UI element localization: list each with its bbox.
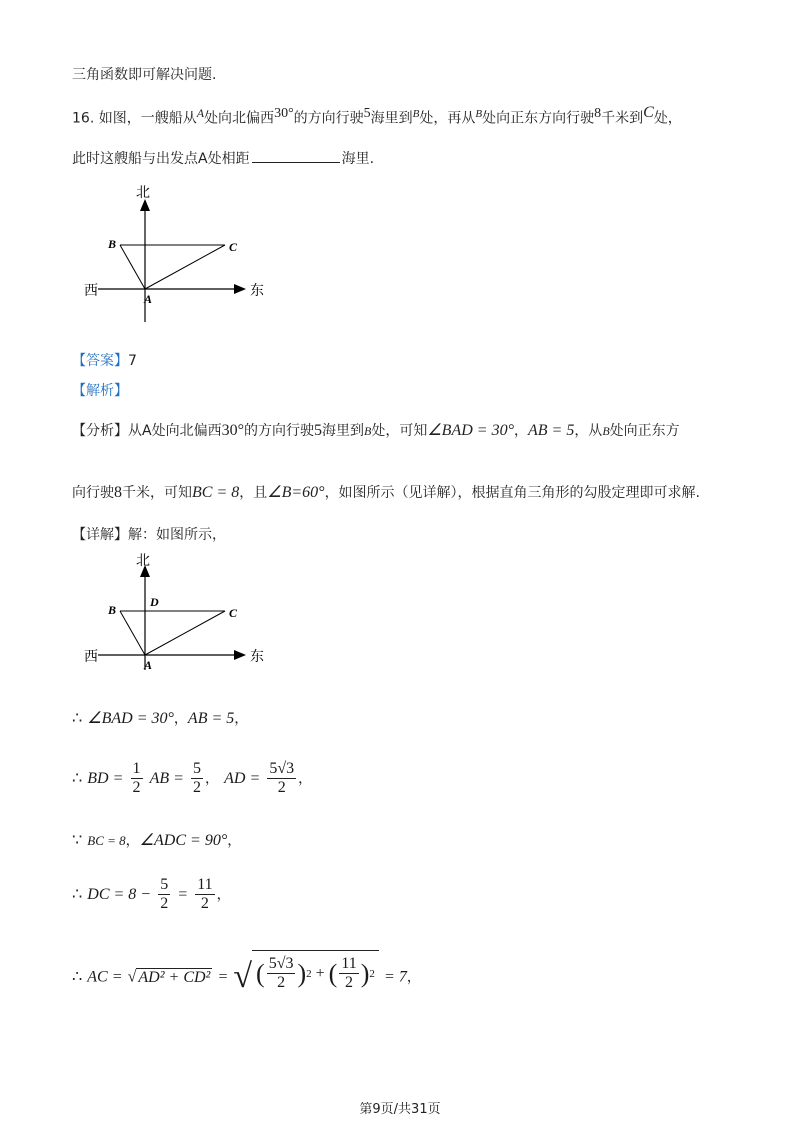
label-B: B xyxy=(108,237,117,251)
fenxi-eq1: ∠BAD = 30° xyxy=(427,422,514,439)
fenxi-eq2: AB = 5 xyxy=(527,422,575,439)
q16-l2A: A xyxy=(198,151,208,167)
fraction-five-root3-half: $\frac{5√3}{2}$ xyxy=(269,760,295,796)
step5-ac: AC = xyxy=(87,968,123,986)
step4-eq: = xyxy=(177,886,189,903)
step2-bd: BD = xyxy=(87,770,124,787)
label-A: A xyxy=(144,658,153,672)
fenxi-B: B xyxy=(363,424,372,438)
step3-end: ， xyxy=(227,833,242,849)
answer-value: 7 xyxy=(128,353,137,369)
step5-end: ， xyxy=(406,969,421,986)
because-symbol: ∵ xyxy=(72,830,83,849)
step1-eq1: ∠BAD = 30° xyxy=(87,710,174,727)
fenxi-l2b: 千米，可知 xyxy=(122,485,192,501)
label-A: A xyxy=(144,292,153,306)
figure-2 xyxy=(80,553,280,683)
therefore-symbol: ∴ xyxy=(72,884,83,903)
q16-A: A xyxy=(196,106,205,120)
fraction-one-half: $\frac{1}{2}$ xyxy=(132,760,141,796)
segment-AB xyxy=(120,245,145,289)
step4-dc: DC = 8 − xyxy=(87,886,152,903)
therefore-symbol: ∴ xyxy=(72,966,83,986)
step3-bc: BC = 8 xyxy=(87,833,126,848)
step2-ab: AB = xyxy=(149,770,184,787)
fenxi-eq3: BC = 8 xyxy=(192,484,240,501)
fenxi-n8: 8 xyxy=(114,484,122,501)
fenxi-n5: 5 xyxy=(313,422,322,439)
segment-AC xyxy=(145,611,225,655)
fraction-eleven-half: $\frac{11}{2}$ xyxy=(197,876,213,912)
therefore-symbol: ∴ xyxy=(72,768,83,787)
fenxi-s6: 处向正东方 xyxy=(609,423,680,439)
q16-t2: 的方向行驶 xyxy=(293,110,364,127)
label-D: D xyxy=(150,595,159,609)
fenxi-s3: 海里到 xyxy=(321,423,364,439)
fraction-five-half: $\frac{5}{2}$ xyxy=(160,876,169,912)
top-line: 三角函数即可解决问题. xyxy=(72,67,217,83)
answer-tag: 【答案】 xyxy=(72,353,128,369)
q16-B: B xyxy=(412,108,420,120)
q16-t4: 处，再从 xyxy=(419,110,476,127)
figure-1 xyxy=(80,185,280,325)
fenxi-B2: B xyxy=(602,424,610,438)
step1-end: ， xyxy=(234,711,249,727)
step-3 xyxy=(72,830,241,850)
q16-t1: 处向北偏西 xyxy=(204,110,275,127)
fenxi-line1 xyxy=(72,420,680,440)
step2-end: ， xyxy=(298,771,313,787)
fenxi-eq4: ∠B=60° xyxy=(267,484,325,501)
detail-line xyxy=(72,524,226,544)
q16-l2b: 处相距 xyxy=(207,151,250,167)
fenxi-comma: ， xyxy=(513,423,528,439)
label-east: 东 xyxy=(250,284,264,299)
fenxi-s2: 的方向行驶 xyxy=(243,423,314,439)
fenxi-l2c: ，且 xyxy=(239,485,268,501)
east-arrow xyxy=(234,284,246,294)
answer-line xyxy=(72,350,137,370)
step5-eq: = xyxy=(217,968,229,986)
step4-end: ， xyxy=(216,887,231,903)
q16-line2 xyxy=(72,148,374,168)
q16-n5: 5 xyxy=(363,106,371,121)
q16-t7: 处， xyxy=(653,110,682,127)
segment-AC xyxy=(145,245,225,289)
q16-n8: 8 xyxy=(594,106,602,121)
fenxi-l2d: ，如图所示（见详解），根据直角三角形的勾股定理即可求解. xyxy=(324,485,701,501)
fraction-five-half: $\frac{5}{2}$ xyxy=(193,760,202,796)
step-4 xyxy=(72,876,231,913)
step3-adc: ∠ADC = 90° xyxy=(139,832,228,849)
q16-line1 xyxy=(72,104,682,128)
fenxi-l2a: 向行驶 xyxy=(72,485,114,501)
step1-sep: ， xyxy=(173,711,188,727)
step-2 xyxy=(72,760,312,797)
q16-l2c: 海里. xyxy=(341,151,375,167)
step2-ad: AD = xyxy=(224,770,261,787)
label-west: 西 xyxy=(84,284,98,299)
label-east: 东 xyxy=(250,650,264,665)
label-north: 北 xyxy=(136,554,150,569)
label-C: C xyxy=(229,240,238,254)
fenxi-s5: ，从 xyxy=(574,423,603,439)
fraction-eleven-half: $\frac{11}{2}$ xyxy=(341,955,357,991)
fenxi-line2 xyxy=(72,482,700,502)
fenxi-s4: 处，可知 xyxy=(371,423,428,439)
label-north: 北 xyxy=(136,186,150,201)
step1-eq2: AB = 5 xyxy=(187,710,235,727)
fenxi-deg: 30° xyxy=(221,422,244,439)
label-C: C xyxy=(229,606,238,620)
step-5: ∴ AC = √ AD² + CD² = √ ( $\frac{5√3}{2}$ ) 2 + ( $\frac{11}{2}$ ) 2 = 7， xyxy=(72,950,421,996)
step3-sep: ， xyxy=(125,833,140,849)
step-1 xyxy=(72,708,248,728)
analysis-tag: 【解析】 xyxy=(72,383,128,399)
fraction-five-root3-half: $\frac{5√3}{2}$ xyxy=(268,955,294,991)
detail-text: 解：如图所示， xyxy=(128,527,226,543)
label-west: 西 xyxy=(84,650,98,665)
step5-result: = 7 xyxy=(384,968,407,986)
answer-blank xyxy=(252,162,340,163)
detail-tag: 【详解】 xyxy=(72,527,128,543)
east-arrow xyxy=(234,650,246,660)
therefore-symbol: ∴ xyxy=(72,708,83,727)
q16-B2: B xyxy=(475,108,483,120)
q16-deg: 30° xyxy=(274,106,294,121)
segment-AB xyxy=(120,611,145,655)
q16-num: 16. 如图，一艘船从 xyxy=(72,110,197,127)
q16-C: C xyxy=(643,104,654,121)
fenxi-s1: 从A处向北偏西 xyxy=(128,423,222,439)
step5-radicand: AD² + CD² xyxy=(138,968,211,986)
label-B: B xyxy=(108,603,117,617)
q16-t3: 海里到 xyxy=(370,110,413,127)
q16-l2a: 此时这艘船与出发点 xyxy=(72,151,198,167)
fenxi-tag: 【分析】 xyxy=(72,423,128,439)
q16-t5: 处向正东方向行驶 xyxy=(482,110,595,127)
q16-t6: 千米到 xyxy=(601,110,644,127)
page-footer: 第9页/共31页 xyxy=(359,1102,441,1117)
step2-sep: ， xyxy=(205,771,220,787)
